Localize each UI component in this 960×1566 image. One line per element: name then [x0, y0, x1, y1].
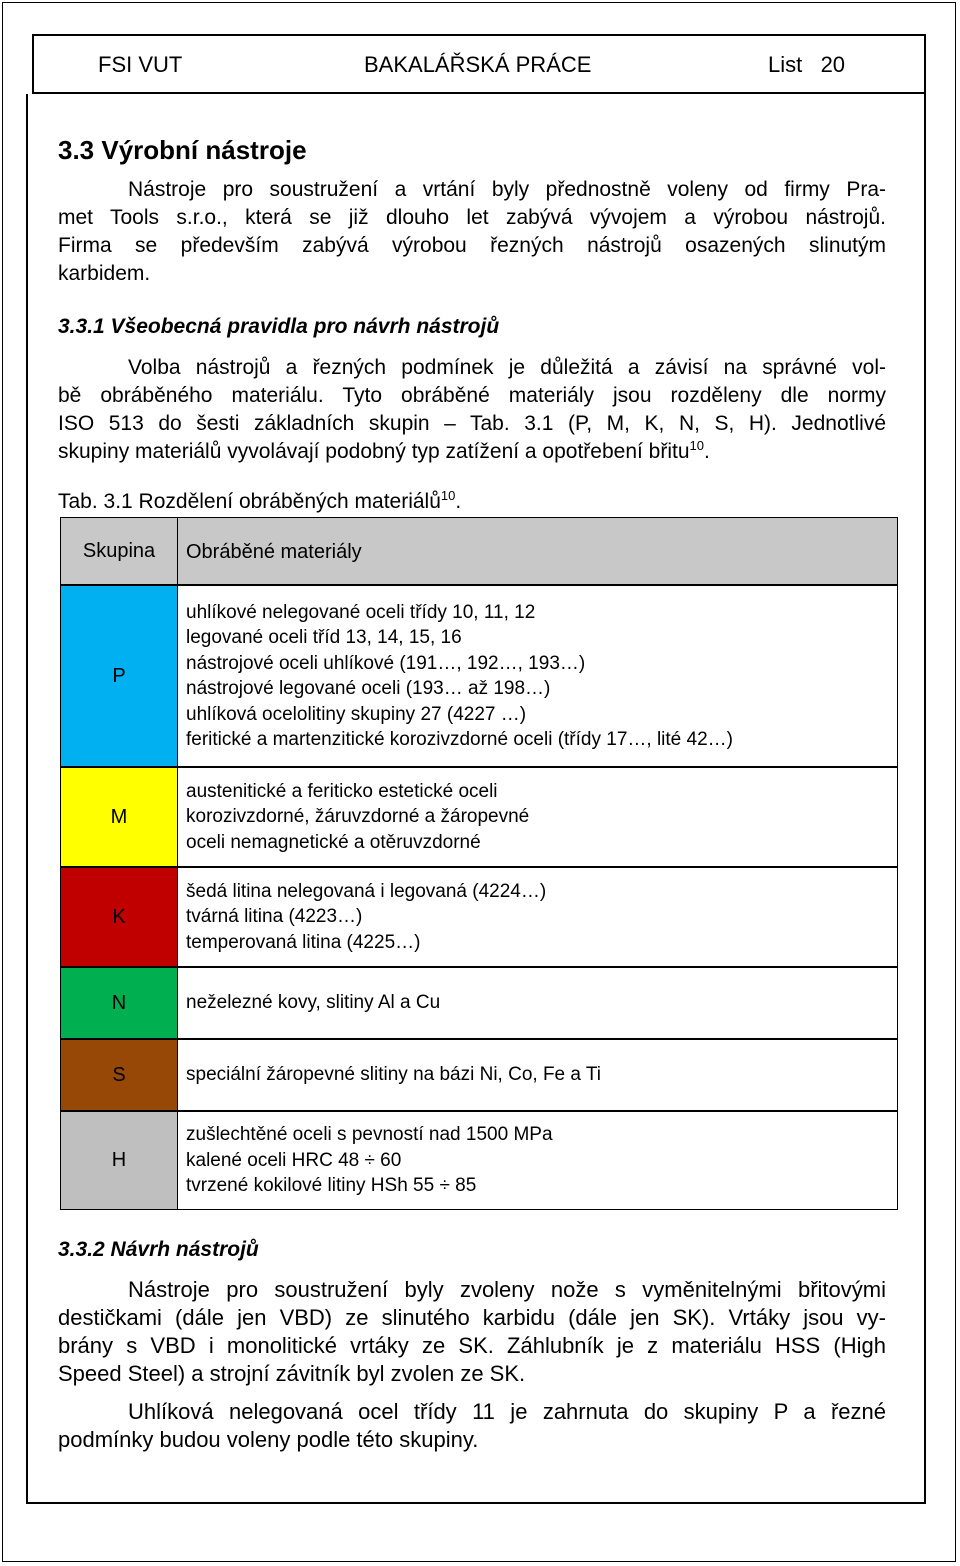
material-line: nástrojové legované oceli (193… až 198…)	[186, 678, 551, 699]
material-line: speciální žáropevné slitiny na bázi Ni, Co, Fe a Ti	[186, 1064, 602, 1086]
material-line: zušlechtěné oceli s pevností nad 1500 MPa	[186, 1124, 553, 1146]
para-line: destičkami (dále jen VBD) ze slinutého karbidu (dále jen SK). Vrtáky jsou vy-	[58, 1305, 886, 1330]
material-line: tvrzené kokilové litiny HSh 55 ÷ 85	[186, 1175, 477, 1197]
section-3-3-1-paragraph	[58, 354, 886, 466]
para-line: karbidem.	[58, 262, 151, 285]
materials-cell	[178, 767, 898, 867]
materials-table	[60, 517, 898, 1210]
material-line: uhlíkové nelegované oceli třídy 10, 11, 12	[186, 601, 536, 623]
material-line: temperovaná litina (4225…)	[186, 931, 421, 953]
section-title-3-3: 3.3 Výrobní nástroje	[58, 135, 307, 165]
para-line: skupiny materiálů vyvolávají podobný typ zatížení a opotřebení břitu$^{10}$.	[58, 438, 710, 463]
material-line: tvárná litina (4223…)	[186, 906, 363, 928]
group-code-cell: P	[60, 585, 178, 767]
para-line: Nástroje pro soustružení a vrtání byly přednostně voleny od firmy Pra-	[128, 178, 886, 201]
para-line: podmínky budou voleny podle této skupiny.	[58, 1427, 479, 1452]
table-row	[60, 1039, 898, 1111]
material-line: kalené oceli HRC 48 ÷ 60	[186, 1149, 402, 1171]
material-line: oceli nemagnetické a otěruvzdorné	[186, 831, 481, 853]
para-line: Firma se především zabývá výrobou řezných nástrojů osazených slinutým	[58, 234, 886, 257]
section-3-3-2-paragraph-1	[58, 1276, 886, 1388]
material-line: legované oceli tříd 13, 14, 15, 16	[186, 627, 462, 648]
section-3-3-paragraph	[58, 176, 886, 288]
table-row	[60, 585, 898, 767]
table-row	[60, 967, 898, 1039]
material-line: neželezné kovy, slitiny Al a Cu	[186, 992, 441, 1014]
para-line: Speed Steel) a strojní závitník byl zvolen ze SK.	[58, 1361, 526, 1386]
material-line: šedá litina nelegovaná i legovaná (4224…)	[186, 880, 547, 902]
materials-cell	[178, 1039, 898, 1111]
para-line: ISO 513 do šesti základních skupin – Tab. 3.1 (P, M, K, N, S, H). Jednotlivé	[58, 412, 886, 435]
materials-cell	[178, 867, 898, 967]
para-line: met Tools s.r.o., která se již dlouho let zabývá vývojem a výrobou nástrojů.	[58, 206, 886, 229]
table-row	[60, 767, 898, 867]
material-line: uhlíková ocelolitiny skupiny 27 (4227 …)	[186, 703, 527, 725]
material-line: austenitické a feriticko estetické oceli	[186, 780, 498, 802]
header-page-number: List 20	[768, 52, 846, 77]
material-line: feritické a martenzitické korozivzdorné oceli (třídy 17…, lité 42…)	[186, 729, 733, 750]
page-header	[32, 34, 926, 94]
reference-number: 10	[689, 438, 704, 453]
para-line: Volba nástrojů a řezných podmínek je důležitá a závisí na správné vol-	[128, 356, 886, 379]
table-header-row	[60, 517, 898, 585]
table-row	[60, 867, 898, 967]
para-line: Nástroje pro soustružení byly zvoleny nože s vyměnitelnými břitovými	[128, 1277, 886, 1302]
para-line: bě obráběného materiálu. Tyto obráběné materiály jsou rozděleny dle normy	[58, 384, 886, 407]
materials-cell	[178, 585, 898, 767]
group-code-cell: K	[60, 867, 178, 967]
material-line: korozivzdorné, žáruvzdorné a žáropevné	[186, 806, 530, 828]
section-3-3-2-paragraph-2	[58, 1398, 886, 1454]
column-header-materials: Obráběné materiály	[178, 517, 898, 585]
group-code-cell: S	[60, 1039, 178, 1111]
para-line: brány s VBD i monolitické vrtáky ze SK. Záhlubník je z materiálu HSS (High	[58, 1333, 886, 1358]
table-row	[60, 1111, 898, 1210]
section-title-3-3-2: 3.3.2 Návrh nástrojů	[58, 1238, 259, 1261]
para-line: Uhlíková nelegovaná ocel třídy 11 je zahrnuta do skupiny P a řezné	[128, 1399, 886, 1424]
material-line: nástrojové oceli uhlíkové (191…, 192…, 193…)	[186, 652, 586, 674]
reference-number: 10	[440, 488, 456, 503]
materials-cell	[178, 967, 898, 1039]
group-code-cell: M	[60, 767, 178, 867]
header-thesis-type: BAKALÁŘSKÁ PRÁCE	[364, 52, 592, 77]
header-faculty: FSI VUT	[98, 52, 183, 77]
section-title-3-3-1: 3.3.1 Všeobecná pravidla pro návrh nástrojů	[58, 315, 500, 338]
column-header-group: Skupina	[60, 517, 178, 585]
group-code-cell: N	[60, 967, 178, 1039]
materials-cell	[178, 1111, 898, 1210]
group-code-cell: H	[60, 1111, 178, 1210]
table-caption: Tab. 3.1 Rozdělení obráběných materiálů$^{10}$.	[58, 488, 462, 513]
